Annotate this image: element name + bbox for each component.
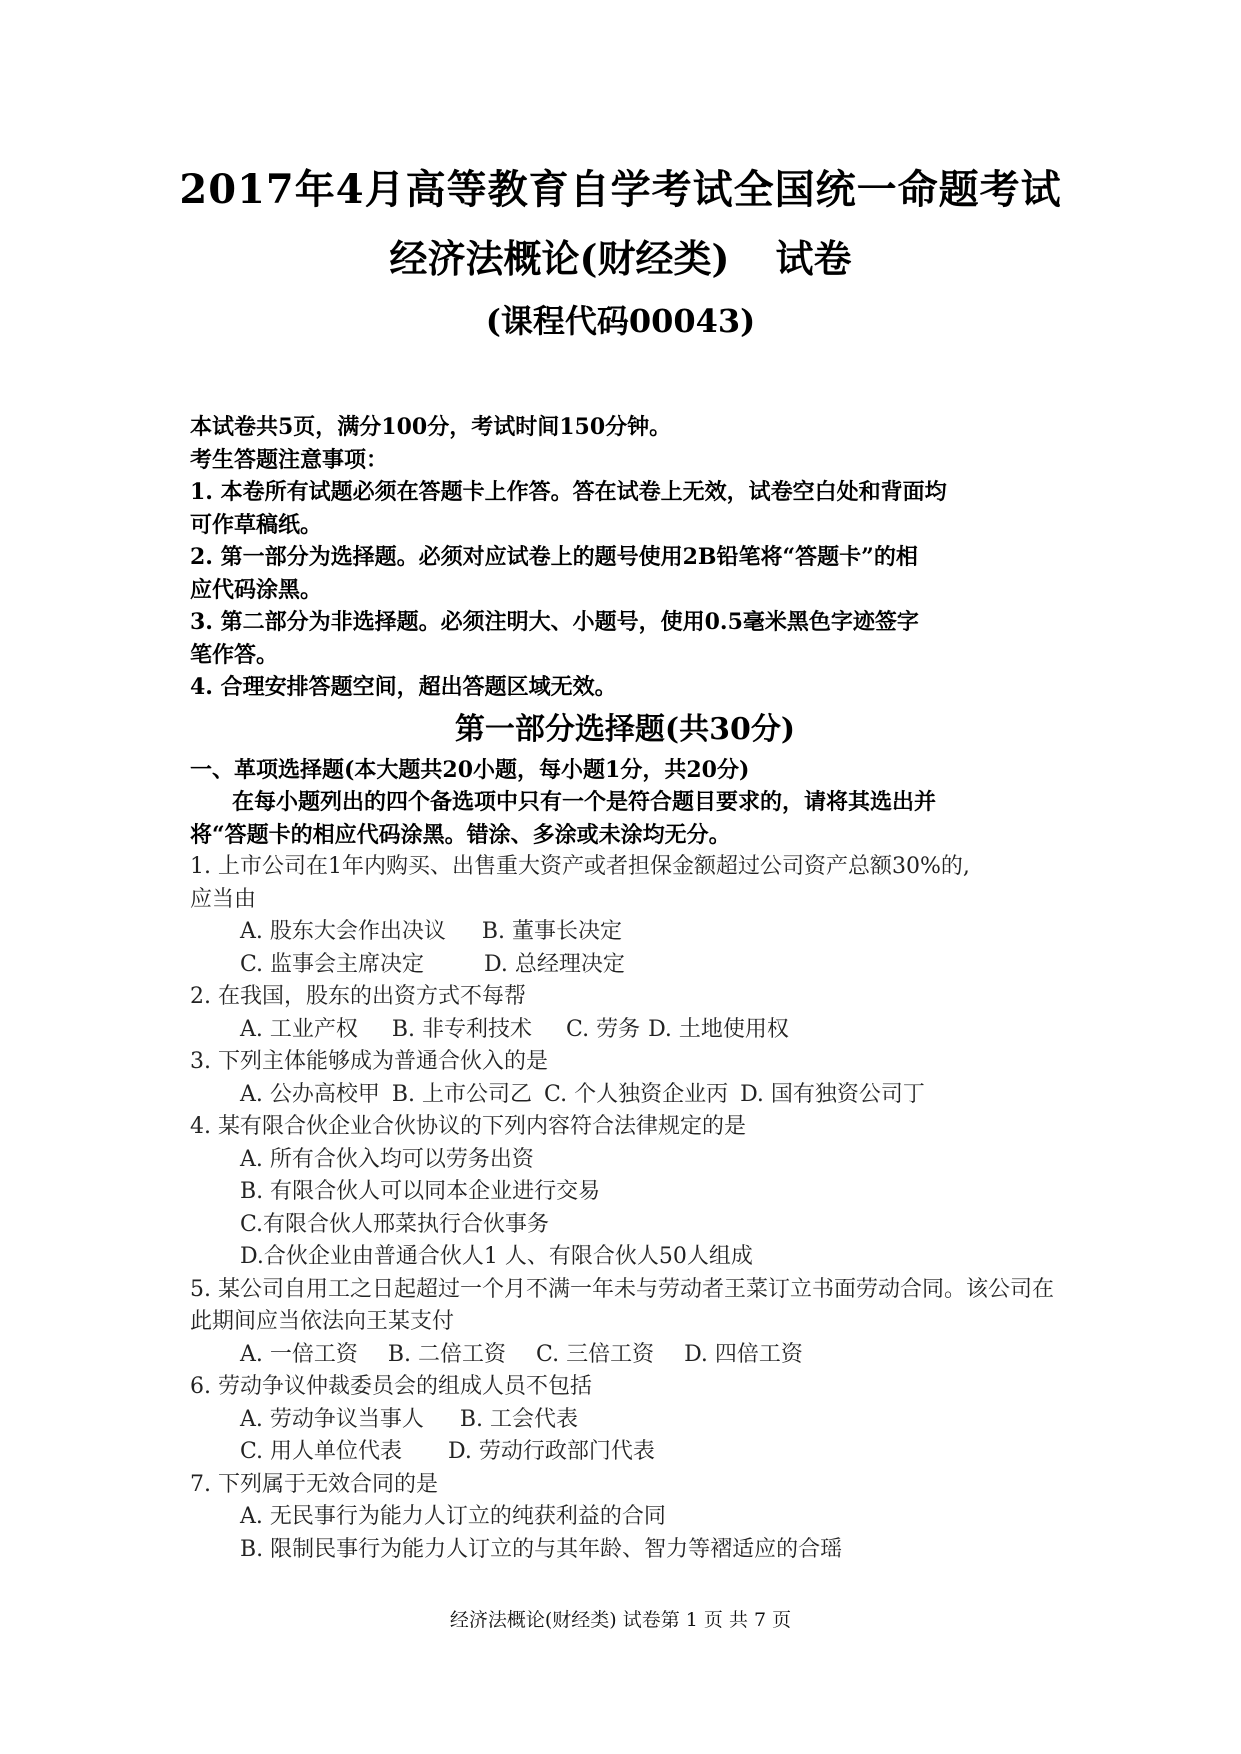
option: C. 劳务 <box>566 1016 641 1042</box>
option: A. 股东大会作出决议 <box>240 919 446 944</box>
subject-suffix: 试卷 <box>775 236 852 281</box>
option: B. 二倍工资 <box>387 1341 507 1367</box>
instruction-line-cont: 将“答题卡的相应代码涂黑。错涂、多涂或未涂均无分。 <box>190 821 731 848</box>
note-4: 4. 合理安排答题空间，超出答题区域无效。 <box>190 674 617 700</box>
option: C. 监事会主席决定 <box>240 951 425 977</box>
option: A. 无民事行为能力人订立的纯获利益的合同 <box>240 1504 666 1529</box>
question-5-options <box>190 1339 1060 1372</box>
question-5-cont: 此期间应当依法向王某支付 <box>190 1309 455 1334</box>
question-1-options-row-1 <box>190 916 1060 949</box>
question-3: 3. 下列主体能够成为普通合伙入的是 <box>190 1049 548 1074</box>
option: D. 土地使用权 <box>648 1016 789 1042</box>
question-6-options-row-2 <box>190 1436 1060 1469</box>
question-6: 6. 劳动争议仲裁委员会的组成人员不包括 <box>190 1374 592 1399</box>
exam-title: 2017年4月高等教育自学考试全国统一命题考试 <box>179 166 1062 213</box>
option: B. 有限合伙人可以同本企业进行交易 <box>240 1179 601 1204</box>
option: B. 非专利技术 <box>391 1016 533 1042</box>
option: C. 用人单位代表 <box>240 1439 403 1464</box>
section-title: 第一部分选择题(共30分) <box>454 711 796 747</box>
note-1: 1. 本卷所有试题必须在答题卡上作答。答在试卷上无效，试卷空白处和背面均 <box>190 479 947 505</box>
option: B. 董事长决定 <box>481 919 623 944</box>
note-2-cont: 应代码涂黑。 <box>190 576 323 603</box>
subject-title <box>0 228 1241 283</box>
question-2: 2. 在我国，股东的出资方式不每帮 <box>190 984 526 1009</box>
question-1: 1. 上市公司在1年内购买、出售重大资产或者担保金额超过公司资产总额30%的, <box>190 854 970 879</box>
note-1-cont: 可作草稿纸。 <box>190 511 323 538</box>
subject-name: 经济法概论(财经类) <box>389 236 730 281</box>
option: D. 总经理决定 <box>484 951 625 977</box>
option: D. 国有独资公司丁 <box>740 1081 925 1107</box>
question-7: 7. 下列属于无效合同的是 <box>190 1471 438 1497</box>
option: D. 劳动行政部门代表 <box>448 1439 655 1464</box>
option: B. 工会代表 <box>459 1406 579 1432</box>
intro-line: 本试卷共5页，满分100分，考试时间150分钟。 <box>190 414 672 440</box>
course-code: (课程代码00043) <box>485 302 756 340</box>
question-3-options <box>190 1079 1060 1112</box>
option: A. 工业产权 <box>240 1016 358 1042</box>
question-1-cont: 应当由 <box>190 886 257 912</box>
option: C. 个人独资企业丙 <box>544 1081 729 1107</box>
question-6-options-row-1 <box>190 1404 1060 1437</box>
option: C. 三倍工资 <box>536 1341 655 1367</box>
note-3-cont: 笔作答。 <box>190 641 279 668</box>
note-2: 2. 第一部分为选择题。必须对应试卷上的题号使用2B铅笔将“答题卡”的相 <box>190 544 918 570</box>
page-footer: 经济法概论(财经类) 试卷第 1 页 共 7 页 <box>449 1609 792 1631</box>
option: A. 所有合伙入均可以劳务出资 <box>240 1146 534 1172</box>
option: C.有限合伙人邢菜执行合伙事务 <box>240 1211 550 1237</box>
exam-body <box>190 411 1060 1566</box>
option: A. 劳动争议当事人 <box>240 1406 424 1432</box>
notes-heading: 考生答题注意事项： <box>190 446 389 473</box>
question-5: 5. 某公司自用工之日起超过一个月不满一年未与劳动者王菜订立书面劳动合同。该公司在 <box>190 1276 1054 1302</box>
option: A. 一倍工资 <box>240 1341 358 1367</box>
part-heading: 一、革项选择题(本大题共20小题，每小题1分，共20分) <box>190 756 750 783</box>
option: A. 公办高校甲 <box>240 1081 380 1107</box>
option: B. 上市公司乙 <box>391 1081 533 1107</box>
question-4: 4. 某有限合伙企业合伙协议的下列内容符合法律规定的是 <box>190 1114 746 1139</box>
option: D. 四倍工资 <box>684 1341 803 1367</box>
question-1-options-row-2 <box>190 949 1060 982</box>
question-2-options <box>190 1014 1060 1047</box>
note-3: 3. 第二部分为非选择题。必须注明大、小题号，使用0.5毫米黑色字迹签字 <box>190 609 919 635</box>
option: D.合伙企业由普通合伙人1 人、有限合伙人50人组成 <box>240 1244 753 1269</box>
option: B. 限制民事行为能力人订立的与其年龄、智力等褶适应的合瑶 <box>240 1536 843 1562</box>
instruction-line: 在每小题列出的四个备选项中只有一个是符合题目要求的，请将其选出并 <box>232 789 937 815</box>
